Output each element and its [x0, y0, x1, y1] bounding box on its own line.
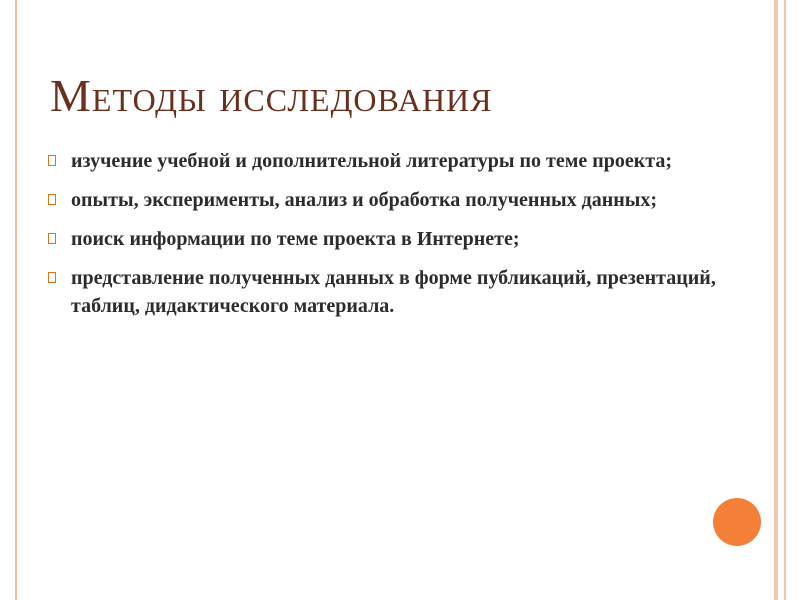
square-bullet-icon — [48, 233, 56, 244]
square-bullet-icon — [48, 155, 56, 166]
orange-circle-icon — [713, 498, 761, 546]
bullet-list — [44, 147, 734, 331]
decorative-right-bar — [774, 0, 778, 600]
bullet-text: изучение учебной и дополнительной литературы по теме проекта; — [71, 150, 672, 172]
decorative-right-line — [784, 0, 786, 600]
bullet-item — [44, 147, 734, 175]
slide-title: Методы исследования — [50, 70, 493, 121]
bullet-item — [44, 186, 734, 214]
bullet-text: представление полученных данных в форме публикаций, презентаций, таблиц, дидактического материала. — [71, 267, 716, 317]
bullet-item — [44, 225, 734, 253]
bullet-text: поиск информации по теме проекта в Интернете; — [71, 228, 520, 250]
square-bullet-icon — [48, 194, 56, 205]
bullet-text: опыты, эксперименты, анализ и обработка полученных данных; — [71, 189, 658, 211]
bullet-item — [44, 264, 734, 320]
square-bullet-icon — [48, 272, 56, 283]
